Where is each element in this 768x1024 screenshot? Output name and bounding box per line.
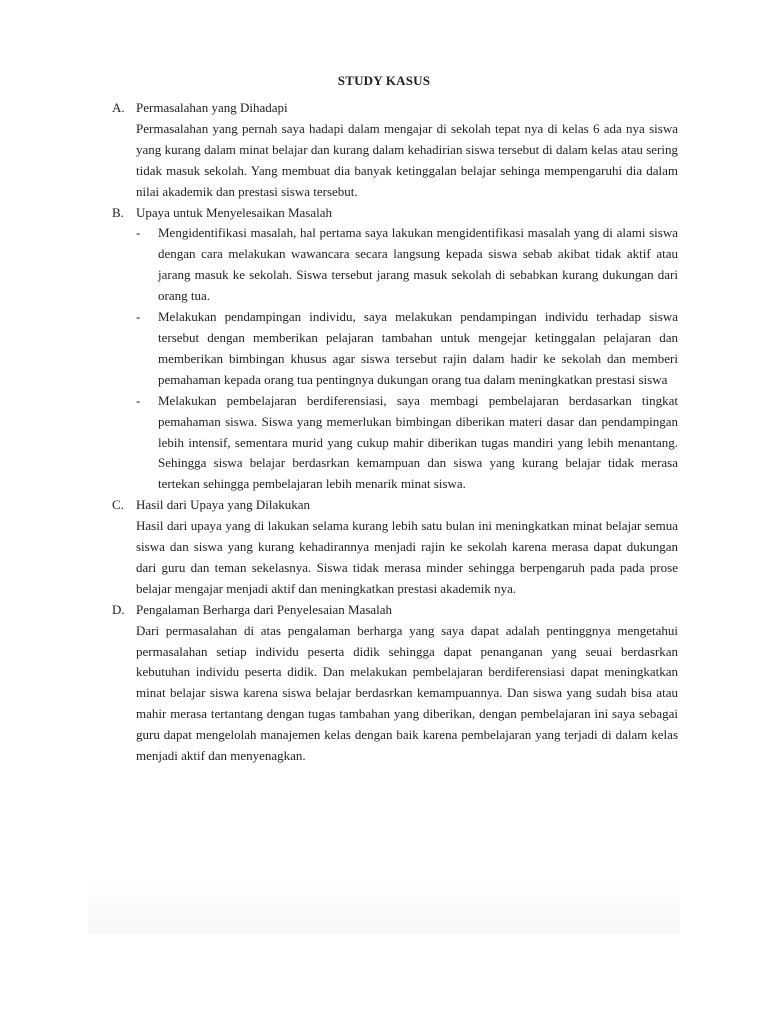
list-item [136,307,678,391]
list-item [136,223,678,307]
section-heading-text: Permasalahan yang Dihadapi [136,100,288,115]
section-heading-text: Upaya untuk Menyelesaikan Masalah [136,204,333,220]
section-heading [112,98,678,119]
section-b [112,203,678,496]
section-heading-text: Hasil dari Upaya yang Dilakukan [136,497,311,513]
dash-bullet: - [136,225,141,241]
page-title: STUDY KASUS [337,73,431,88]
section-letter: D. [112,601,125,617]
section-letter: B. [112,204,124,220]
section-paragraph: Dari permasalahan di atas pengalaman berharga yang saya dapat adalah pentinggnya mengetahui permasalahan setiap individu peserta didik sehingga dapat penanganan yang seuai berdasrkan kebutuhan individu peserta didik. Dan melakukan pembelajaran berdiferensiasi dapat meningkatkan minat belajar siswa karena siswa belajar berdasrkan kemampuannya. Dan siswa yang sudah bisa atau mahir merasa tertantang dengan tugas tambahan yang diberikan, dengan pembelajaran ini saya sebagai guru dapat mengelolah manajemen kelas dengan baik karena pembelajaran yang terjadi di dalam kelas menjadi aktif dan menyenagkan. [136,622,678,764]
document-body [112,98,678,767]
section-heading [112,495,678,516]
list-item [136,391,678,496]
section-heading [112,203,678,224]
section-letter: A. [112,100,125,115]
dash-bullet: - [136,309,141,325]
section-a [112,98,678,203]
list-item-text: Melakukan pendampingan individu, saya melakukan pendampingan individu terhadap siswa tersebut dengan memberikan pelajaran tambahan untuk mengejar ketinggalan pelajaran dan memberikan bimbingan khusus agar siswa tersebut rajin dalam hadir ke sekolah dan memberi pemahaman kepada orang tua pentingnya dukungan orang tua dalam meningkatkan prestasi siswa [158,309,678,387]
dash-bullet: - [136,392,141,408]
section-paragraph: Hasil dari upaya yang di lakukan selama kurang lebih satu bulan ini meningkatkan minat belajar semua siswa dan siswa yang kurang kehadirannya menjadi rajin ke sekolah karena merasa dapat dukungan dari guru dan teman sekelasnya. Siswa tidak merasa minder sehingga berpengaruh pada pada prose belajar mengajar menjadi aktif dan meningkatkan prestasi akademik nya. [136,518,678,596]
section-heading [112,600,678,621]
section-c [112,495,678,600]
page-footer-shade [88,878,680,934]
bullet-list [112,223,678,495]
section-letter: C. [112,497,124,513]
section-paragraph: Permasalahan yang pernah saya hadapi dalam mengajar di sekolah tepat nya di kelas 6 ada nya siswa yang kurang dalam minat belajar dan kurang dalam kehadirian siswa tersebut di dalam kelas atau sering tidak masuk sekolah. Yang membuat dia banyak ketinggalan belajar sehinga mempengaruhi dia dalam nilai akademik dan prestasi siswa tersebut. [136,120,678,199]
section-d [112,600,678,767]
list-item-text: Mengidentifikasi masalah, hal pertama saya lakukan mengidentifikasi masalah yang di alami siswa dengan cara melakukan wawancara secara langsung kepada siswa sebab akibat tidak aktif atau jarang masuk ke sekolah. Siswa tersebut jarang masuk sekolah di sebabkan kurang dukungan dari orang tua. [158,225,678,304]
list-item-text: Melakukan pembelajaran berdiferensiasi, saya membagi pembelajaran berdasarkan tingkat pemahaman siswa. Siswa yang memerlukan bimbingan diberikan materi dasar dan pendampingan lebih intensif, sementara murid yang cukup mahir diberikan tugas mandiri yang lebih menantang. Sehingga siswa belajar berdasrkan kemampuan dan siswa yang kurang belajar tidak merasa tertekan sehingga pembelajaran lebih menarik minat siswa. [158,392,678,492]
section-heading-text: Pengalaman Berharga dari Penyelesaian Masalah [136,601,393,617]
